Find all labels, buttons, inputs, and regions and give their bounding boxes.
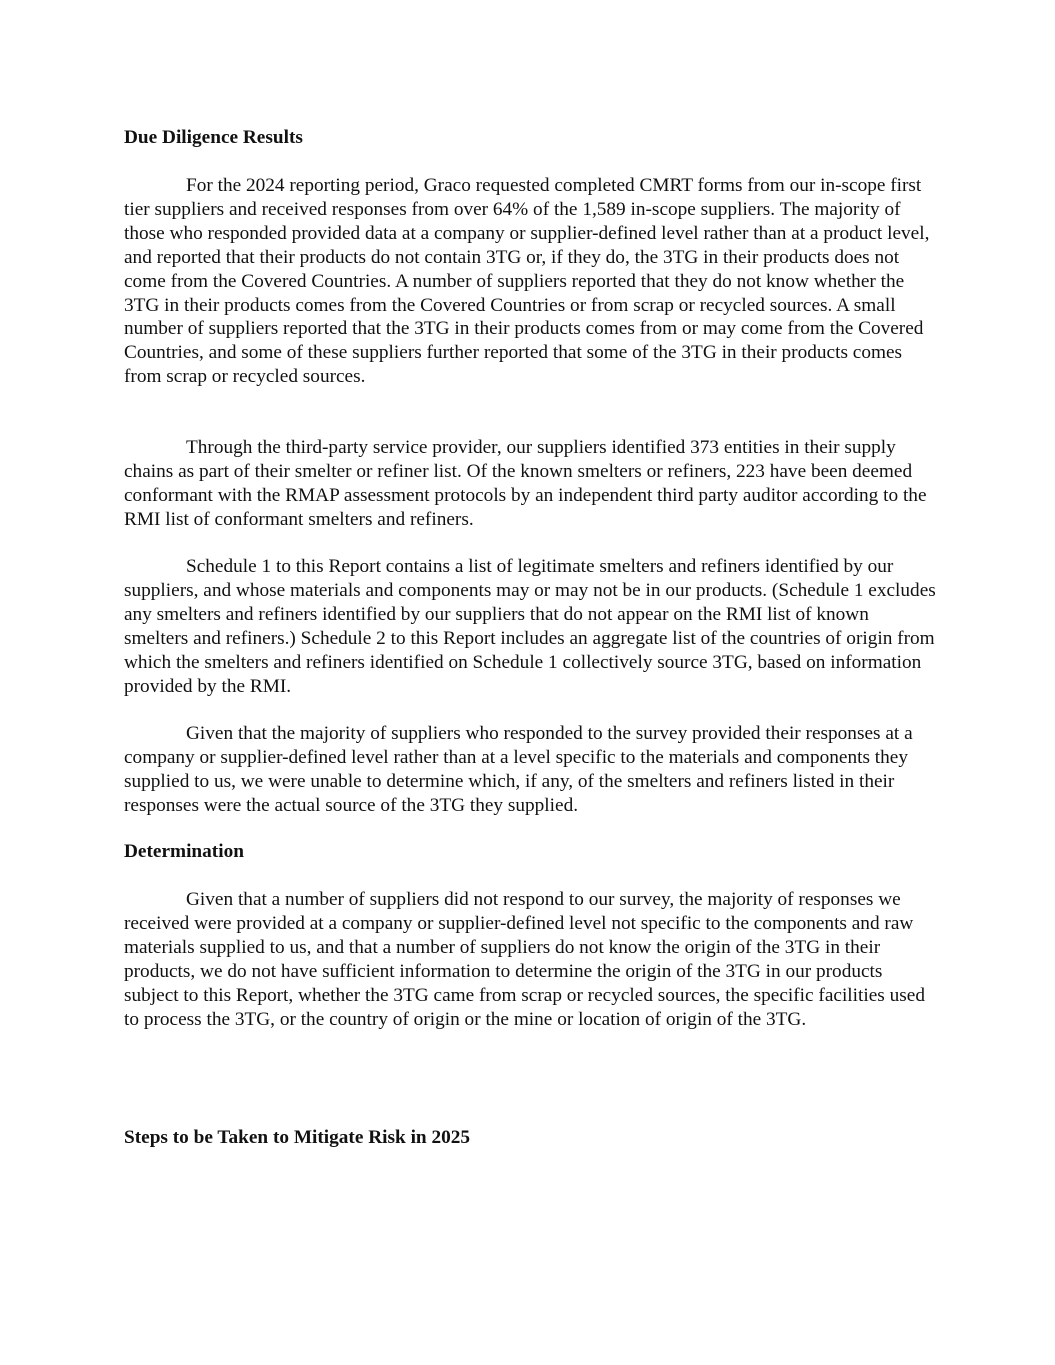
- paragraph-schedules: Schedule 1 to this Report contains a list of legitimate smelters and refiners identified by our suppliers, and whose materials and components may or may not be in our products. (Schedule 1 excludes any smelters and refiners identified by our suppliers that do not appear on the RMI list of known smelters and refiners.) Schedule 2 to this Report includes an aggregate list of the countries of origin from which the smelters and refiners identified on Schedule 1 collectively source 3TG, based on information provided by the RMI.: [124, 556, 936, 697]
- section-heading-due-diligence: Due Diligence Results: [124, 127, 303, 148]
- paragraph-determination: Given that a number of suppliers did not respond to our survey, the majority of responses we received were provided at a company or supplier-defined level not specific to the components and raw materials supplied to us, and that a number of suppliers do not know the origin of the 3TG in their products, we do not have sufficient information to determine the origin of the 3TG in our products subject to this Report, whether the 3TG came from scrap or recycled sources, the specific facilities used to process the 3TG, or the country of origin or the mine or location of origin of the 3TG.: [124, 889, 925, 1030]
- paragraph-smelter-entities: Through the third-party service provider, our suppliers identified 373 entities in their supply chains as part of their smelter or refiner list. Of the known smelters or refiners, 223 have been deemed conformant with the RMAP assessment protocols by an independent third party auditor according to the RMI list of conformant smelters and refiners.: [124, 437, 927, 530]
- paragraph-unable-to-determine: Given that the majority of suppliers who responded to the survey provided their responses at a company or supplier-defined level rather than at a level specific to the materials and components they supplied to us, we were unable to determine which, if any, of the smelters and refiners listed in their responses were the actual source of the 3TG they supplied.: [124, 723, 913, 816]
- section-heading-mitigation-steps: Steps to be Taken to Mitigate Risk in 2025: [124, 1127, 471, 1148]
- section-heading-determination: Determination: [124, 841, 244, 862]
- paragraph-cmrt-responses: For the 2024 reporting period, Graco requested completed CMRT forms from our in-scope first tier suppliers and received responses from over 64% of the 1,589 in-scope suppliers. The majority of those who responded provided data at a company or supplier-defined level rather than at a product level, and reported that their products do not contain 3TG or, if they do, the 3TG in their products does not come from the Covered Countries. A number of suppliers reported that they do not know whether the 3TG in their products comes from the Covered Countries or from scrap or recycled sources. A small number of suppliers reported that the 3TG in their products comes from or may come from the Covered Countries, and some of these suppliers further reported that some of the 3TG in their products comes from scrap or recycled sources.: [124, 175, 930, 388]
